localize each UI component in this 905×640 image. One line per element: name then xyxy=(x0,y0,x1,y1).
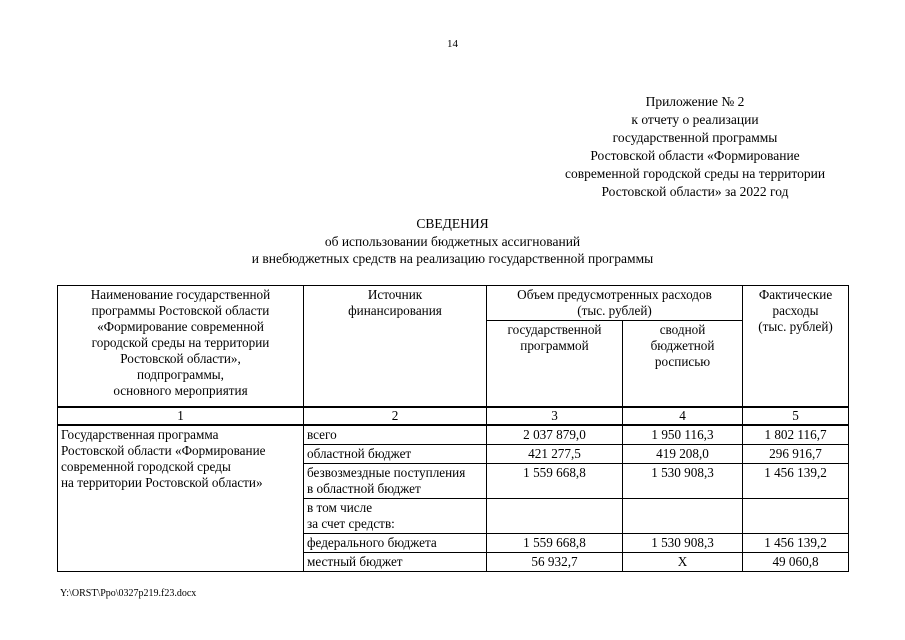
source-line: в том числе xyxy=(307,500,373,515)
column-numbering-row xyxy=(58,407,849,425)
header-row xyxy=(58,286,849,321)
program-amount-cell: 421 277,5 xyxy=(487,445,623,464)
column-number: 5 xyxy=(743,407,849,425)
program-name-line: современной городской среды xyxy=(61,459,231,474)
source-line: местный бюджет xyxy=(307,554,403,569)
actual-amount-cell: 1 456 139,2 xyxy=(743,534,849,553)
appendix-block xyxy=(540,93,850,201)
appendix-line: современной городской среды на территории xyxy=(564,166,826,181)
appendix-line: к отчету о реализации xyxy=(631,112,759,127)
appendix-line: Приложение № 2 xyxy=(645,94,745,109)
budget-amount-cell: 1 530 908,3 xyxy=(623,534,743,553)
source-cell xyxy=(304,445,487,464)
heading-title: СВЕДЕНИЯ xyxy=(416,216,489,231)
column-number: 1 xyxy=(58,407,304,425)
table-row xyxy=(58,425,849,445)
source-line: областной бюджет xyxy=(307,446,412,461)
source-line: за счет средств: xyxy=(307,516,395,531)
actual-amount-cell xyxy=(743,499,849,534)
program-name-cell xyxy=(58,425,304,572)
program-amount-cell: 1 559 668,8 xyxy=(487,534,623,553)
program-amount-cell xyxy=(487,499,623,534)
heading-subtitle: об использовании бюджетных ассигнований xyxy=(324,233,581,249)
column-number: 2 xyxy=(304,407,487,425)
source-cell xyxy=(304,534,487,553)
source-cell xyxy=(304,499,487,534)
heading-subtitle: и внебюджетных средств на реализацию государственной программы xyxy=(251,251,654,266)
budget-amount-cell: 419 208,0 xyxy=(623,445,743,464)
header-program-name: Наименование государственной программы Ростовской области «Формирование современной городской среды на территории Ростовской области», подпрограммы, основного мероприятия xyxy=(58,286,304,408)
source-cell xyxy=(304,553,487,572)
source-cell xyxy=(304,425,487,445)
budget-amount-cell: Х xyxy=(623,553,743,572)
program-name-line: на территории Ростовской области» xyxy=(61,475,263,490)
program-amount-cell: 56 932,7 xyxy=(487,553,623,572)
page-number: 14 xyxy=(447,38,458,50)
source-line: всего xyxy=(307,427,337,442)
actual-amount-cell: 1 802 116,7 xyxy=(743,425,849,445)
actual-amount-cell: 49 060,8 xyxy=(743,553,849,572)
source-line: федерального бюджета xyxy=(307,535,437,550)
document-heading xyxy=(0,215,905,268)
budget-amount-cell xyxy=(623,499,743,534)
budget-amount-cell: 1 530 908,3 xyxy=(623,464,743,499)
file-path-footer: Y:\ORST\Ppo\0327p219.f23.docx xyxy=(60,588,197,599)
header-actual: Фактические расходы (тыс. рублей) xyxy=(743,286,849,408)
appendix-line: Ростовской области» за 2022 год xyxy=(601,184,789,199)
appendix-line: государственной программы xyxy=(612,130,778,145)
report-table xyxy=(57,285,849,572)
source-line: в областной бюджет xyxy=(307,481,421,496)
column-number: 4 xyxy=(623,407,743,425)
appendix-line: Ростовской области «Формирование xyxy=(590,148,800,163)
budget-amount-cell: 1 950 116,3 xyxy=(623,425,743,445)
header-by-program: государственной программой xyxy=(487,321,623,408)
header-by-budget: сводной бюджетной росписью xyxy=(623,321,743,408)
program-name-line: Государственная программа xyxy=(61,427,219,442)
actual-amount-cell: 296 916,7 xyxy=(743,445,849,464)
source-cell xyxy=(304,464,487,499)
program-name-line: Ростовской области «Формирование xyxy=(61,443,266,458)
program-amount-cell: 2 037 879,0 xyxy=(487,425,623,445)
column-number: 3 xyxy=(487,407,623,425)
header-volume: Объем предусмотренных расходов (тыс. рублей) xyxy=(487,286,743,321)
program-amount-cell: 1 559 668,8 xyxy=(487,464,623,499)
source-line: безвозмездные поступления xyxy=(307,465,466,480)
header-source: Источник финансирования xyxy=(304,286,487,408)
actual-amount-cell: 1 456 139,2 xyxy=(743,464,849,499)
